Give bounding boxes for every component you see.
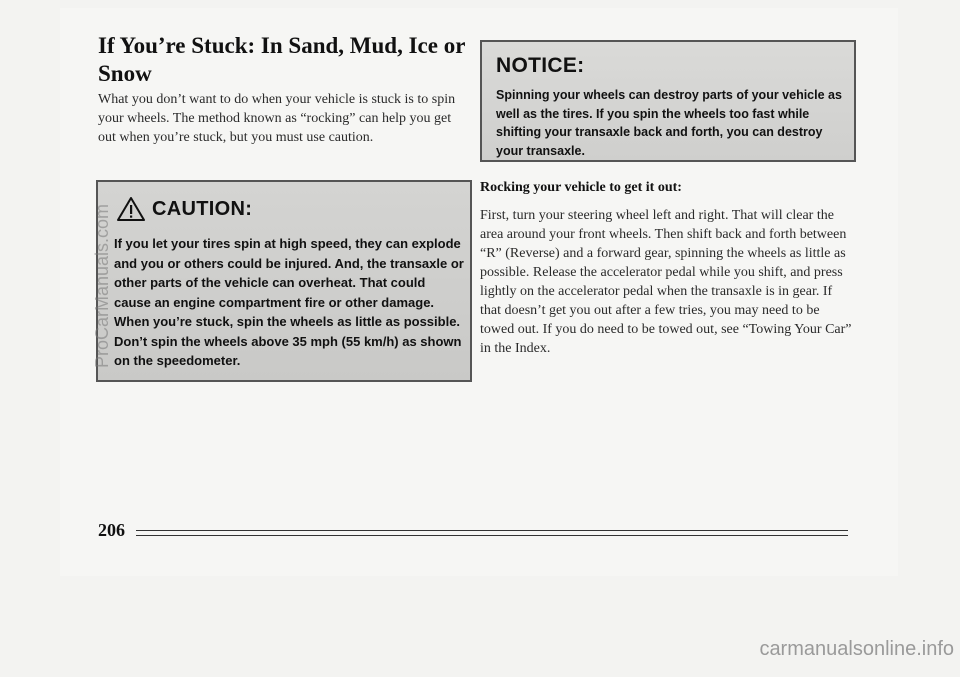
caution-title: CAUTION: bbox=[152, 197, 253, 220]
footer-rule bbox=[136, 530, 848, 536]
page-title: If You’re Stuck: In Sand, Mud, Ice or Snow bbox=[98, 33, 465, 86]
notice-title: NOTICE: bbox=[496, 54, 585, 77]
caution-text: If you let your tires spin at high speed, they can explode and you or others could be injured. And, the transaxle or other parts of the vehicle can overheat. That could cause an engine compartment fire or other damage. When you’re stuck, spin the wheels as little as possible. Don’t spin the wheels above 35 mph (55 km/h) as shown on the speedometer. bbox=[114, 236, 464, 368]
side-watermark: ProCarManuals.com bbox=[92, 203, 112, 368]
rocking-subheading: Rocking your vehicle to get it out: bbox=[480, 180, 682, 195]
notice-text: Spinning your wheels can destroy parts of your vehicle as well as the tires. If you spin the wheels too fast while shifting your transaxle back and forth, you can destroy your transaxle. bbox=[496, 88, 842, 158]
notice-box bbox=[480, 40, 856, 162]
rocking-paragraph: First, turn your steering wheel left and right. That will clear the area around your front wheels. Then shift back and forth between “R” (Reverse) and a forward gear, spinning the wheels as little as possible. Release the accelerator pedal while you shift, and press lightly on the accelerator pedal when the transaxle is in gear. If that doesn’t get you out after a few tries, you may need to be towed out. If you do need to be towed out, see “Towing Your Car” in the Index. bbox=[480, 208, 852, 356]
caution-box bbox=[96, 180, 472, 382]
site-watermark: carmanualsonline.info bbox=[759, 638, 954, 660]
page-number: 206 bbox=[98, 520, 125, 540]
intro-paragraph: What you don’t want to do when your vehicle is stuck is to spin your wheels. The method known as “rocking” can help you get out when you’re stuck, but you must use caution. bbox=[98, 92, 456, 145]
warning-triangle-icon bbox=[116, 196, 146, 222]
caution-header bbox=[116, 196, 252, 222]
